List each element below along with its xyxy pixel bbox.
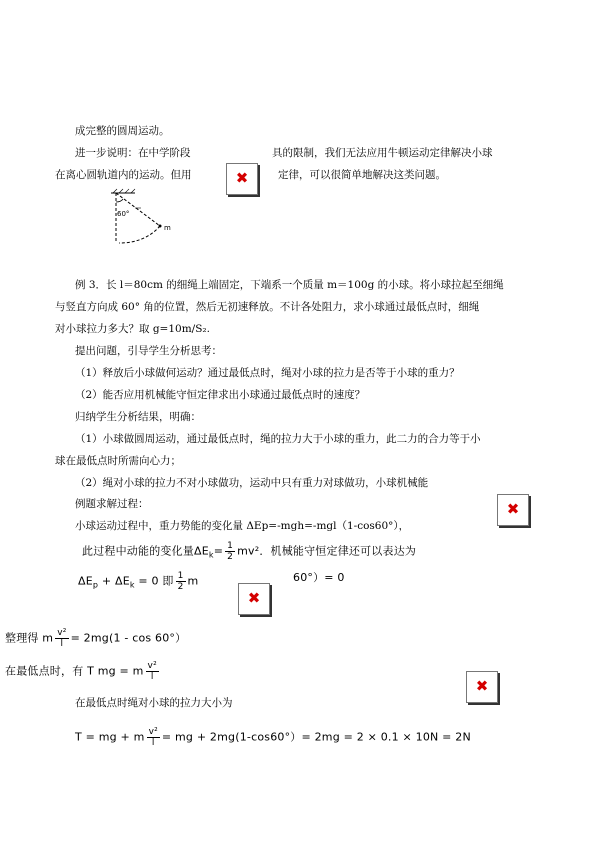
text-line: （2）能否应用机械能守恒定律求出小球通过最低点时的速度？ (75, 389, 366, 401)
text-line: 成完整的圆周运动。 (75, 125, 170, 137)
text-line: 提出问题，引导学生分析思考： (75, 345, 222, 357)
broken-image-icon (497, 494, 529, 526)
broken-image-icon (466, 671, 498, 703)
pendulum-diagram (105, 188, 185, 248)
text-line: 球在最低点时所需向心力； (55, 455, 181, 467)
text-line: （1）释放后小球做何运动？通过最低点时，绳对小球的拉力是否等于小球的重力？ (75, 367, 460, 379)
text-line: 在最低点时绳对小球的拉力大小为 (75, 697, 233, 709)
ball-mark (159, 225, 162, 228)
equation-line: 在最低点时，有 T mg = m $\frac{\text{v²}}{l}$ (5, 661, 157, 682)
text-line: 例 3．长 l＝80cm 的细绳上端固定，下端系一个质量 m＝100g 的小球。将小球拉起至细绳 (75, 279, 504, 291)
swing-arc (119, 226, 160, 243)
broken-image-icon (226, 163, 258, 195)
equation-line: T = mg + m $\frac{\text{v²}}{l}$ = mg + 2mg(1-cos60°）= 2mg = 2 × 0.1 × 10N = 2N (75, 727, 471, 748)
text-line: 进一步说明：在中学阶段 (75, 147, 191, 159)
text-line: （1）小球做圆周运动，通过最低点时，绳的拉力大于小球的重力，此二力的合力等于小 (75, 433, 481, 445)
equation-line: $\Delta E_p + \Delta E_k = 0$ 即 $\frac{1}{2}$ m (78, 571, 199, 592)
angle-label: 60° (117, 210, 130, 218)
text-line: 小球运动过程中，重力势能的变化量 ΔEp=-mgh=-mgl（1-cos60°）， (75, 520, 410, 532)
equation-fragment: 60°）= 0 (293, 571, 345, 584)
mass-label: m (164, 224, 171, 232)
text-line: 归纳学生分析结果，明确： (75, 411, 201, 423)
equation-line: 整理得 m $\frac{\text{v²}}{l}$ = 2mg(1 - cos 60°） (5, 628, 187, 649)
text-line: 例题求解过程： (75, 498, 149, 510)
text-line: 在离心圆轨道内的运动。但用 (55, 169, 192, 181)
text-line: 具的限制，我们无法应用牛顿运动定律解决小球 (272, 147, 493, 159)
text-line: 定律，可以很简单地解决这类问题。 (278, 169, 446, 181)
text-line: （2）绳对小球的拉力不对小球做功，运动中只有重力对球做功，小球机械能 (75, 477, 429, 489)
equation-line: 此过程中动能的变化量$\Delta E_k=$ $\frac{1}{2}$ mv²．机械能守恒定律还可以表达为 (82, 541, 417, 562)
broken-image-icon (238, 583, 270, 615)
text-line: 与竖直方向成 60° 角的位置，然后无初速释放。不计各处阻力，求小球通过最低点时，细绳 (55, 301, 480, 313)
text-line: 对小球拉力多大？取 g=10m/S₂. (55, 323, 210, 335)
